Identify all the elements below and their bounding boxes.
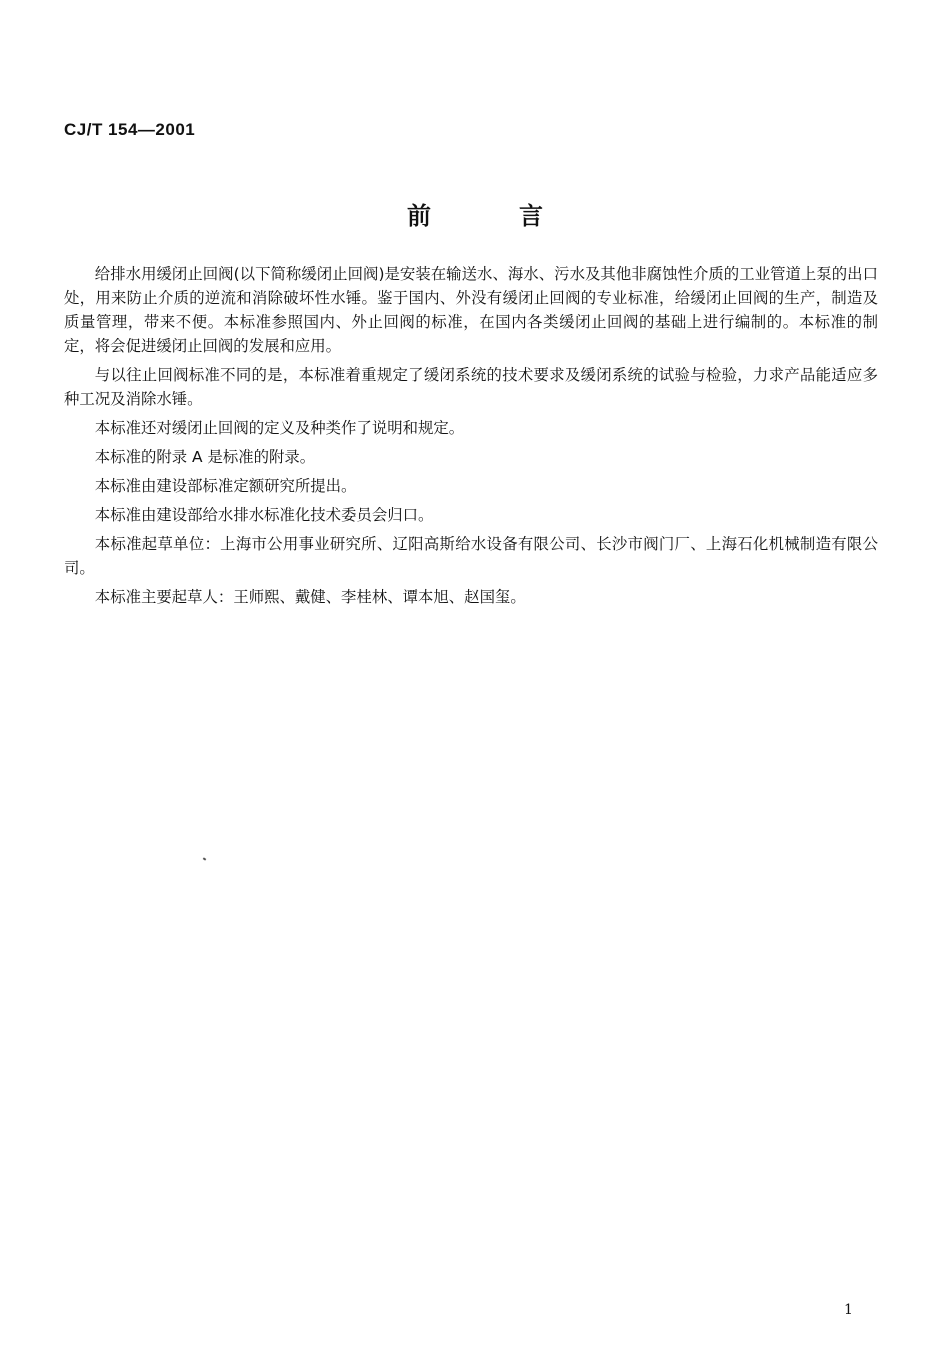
- paragraph: 本标准的附录 A 是标准的附录。: [94, 448, 316, 466]
- paragraph: 本标准由建设部标准定额研究所提出。: [94, 477, 357, 495]
- scan-speck: [203, 857, 207, 860]
- paragraph: 本标准还对缓闭止回阀的定义及种类作了说明和规定。: [94, 419, 465, 437]
- document-code: CJ/T 154—2001: [64, 120, 196, 139]
- section-title: 前言: [407, 202, 631, 230]
- paragraph: 本标准由建设部给水排水标准化技术委员会归口。: [94, 506, 434, 524]
- paragraph: 本标准起草单位：上海市公用事业研究所、辽阳高斯给水设备有限公司、长沙市阀门厂、上海石化机械制造有限公司。: [64, 535, 878, 577]
- paragraph: 本标准主要起草人：王师熙、戴健、李桂林、谭本旭、赵国玺。: [94, 588, 526, 606]
- foreword-body: [64, 262, 878, 609]
- paragraph: 与以往止回阀标准不同的是，本标准着重规定了缓闭系统的技术要求及缓闭系统的试验与检验，力求产品能适应多种工况及消除水锤。: [64, 366, 878, 408]
- page-number: 1: [844, 1302, 853, 1318]
- paragraph: 给排水用缓闭止回阀(以下简称缓闭止回阀)是安装在输送水、海水、污水及其他非腐蚀性介质的工业管道上泵的出口处，用来防止介质的逆流和消除破坏性水锤。鉴于国内、外没有缓闭止回阀的专业标准，给缓闭止回阀的生产，制造及质量管理，带来不便。本标准参照国内、外止回阀的标准，在国内各类缓闭止回阀的基础上进行编制的。本标准的制定，将会促进缓闭止回阀的发展和应用。: [64, 265, 878, 355]
